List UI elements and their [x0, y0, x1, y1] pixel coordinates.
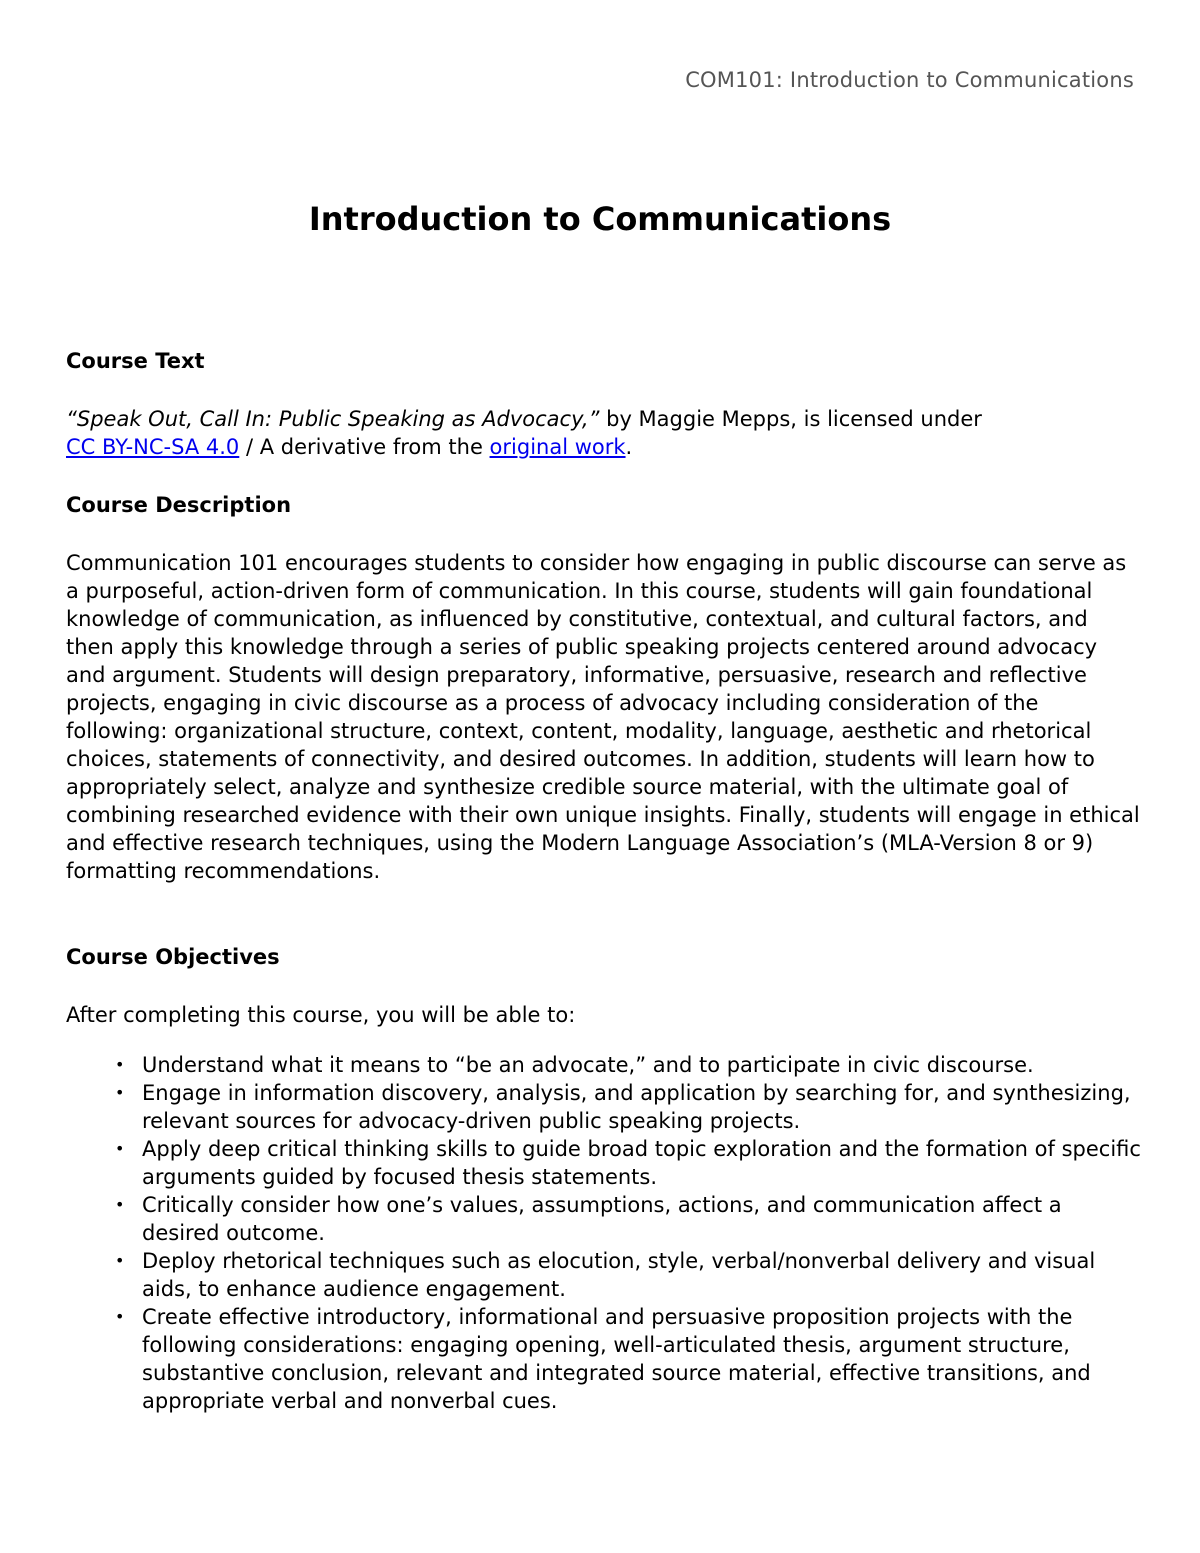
bullet-icon: • [115, 1195, 125, 1214]
document-body [66, 347, 1141, 1415]
objective-text: Create effective introductory, informational and persuasive proposition projects with the following considerations: engaging opening, well-articulated thesis, argument structure, substantive conclusion, relevant and integrated source material, effective transitions, and appropriate verbal and nonverbal cues. [142, 1305, 1091, 1413]
objective-text: Apply deep critical thinking skills to guide broad topic exploration and the formation of specific arguments guided by focused thesis statements. [142, 1137, 1141, 1189]
list-item [115, 1051, 1141, 1079]
course-text-heading: Course Text [66, 349, 205, 373]
list-item [115, 1079, 1141, 1135]
bullet-icon: • [115, 1055, 125, 1074]
bullet-icon: • [115, 1083, 125, 1102]
list-item [115, 1135, 1141, 1191]
list-item [115, 1303, 1141, 1415]
document-title: Introduction to Communications [308, 200, 892, 238]
course-description-heading: Course Description [66, 493, 292, 517]
objectives-intro: After completing this course, you will be able to: [66, 1003, 576, 1027]
derivative-text: / A derivative from the [239, 435, 490, 459]
objectives-list [66, 1051, 1141, 1415]
running-header: COM101: Introduction to Communications [685, 68, 1134, 92]
list-item [115, 1247, 1141, 1303]
bullet-icon: • [115, 1251, 125, 1270]
work-title: “Speak Out, Call In: Public Speaking as Advocacy,” [66, 407, 600, 431]
bullet-icon: • [115, 1307, 125, 1326]
bullet-icon: • [115, 1139, 125, 1158]
course-description-body: Communication 101 encourages students to consider how engaging in public discourse can serve as a purposeful, action-driven form of communication. In this course, students will gain foundational knowledge of communication, as influenced by constitutive, contextual, and cultural factors, and then apply this knowledge through a series of public speaking projects centered around advocacy and argument. Students will design preparatory, informative, persuasive, research and reflective projects, engaging in civic discourse as a process of advocacy including consideration of the following: organizational structure, context, content, modality, language, aesthetic and rhetorical choices, statements of connectivity, and desired outcomes. In addition, students will learn how to appropriately select, analyze and synthesize credible source material, with the ultimate goal of combining researched evidence with their own unique insights. Finally, students will engage in ethical and effective research techniques, using the Modern Language Association’s (MLA-Version 8 or 9) formatting recommendations. [66, 551, 1140, 883]
objective-text: Understand what it means to “be an advocate,” and to participate in civic discourse. [142, 1053, 1034, 1077]
original-work-link[interactable]: original work [489, 435, 626, 459]
objective-text: Deploy rhetorical techniques such as elocution, style, verbal/nonverbal delivery and visual aids, to enhance audience engagement. [142, 1249, 1096, 1301]
course-objectives-heading: Course Objectives [66, 945, 280, 969]
objective-text: Engage in information discovery, analysis, and application by searching for, and synthesizing, relevant sources for advocacy-driven public speaking projects. [142, 1081, 1131, 1133]
course-text-paragraph [66, 405, 1141, 461]
list-item [115, 1191, 1141, 1247]
attribution-text: by Maggie Mepps, is licensed under [599, 407, 982, 431]
license-link[interactable]: CC BY-NC-SA 4.0 [66, 435, 240, 459]
period: . [625, 435, 633, 459]
objective-text: Critically consider how one’s values, assumptions, actions, and communication affect a desired outcome. [142, 1193, 1062, 1245]
